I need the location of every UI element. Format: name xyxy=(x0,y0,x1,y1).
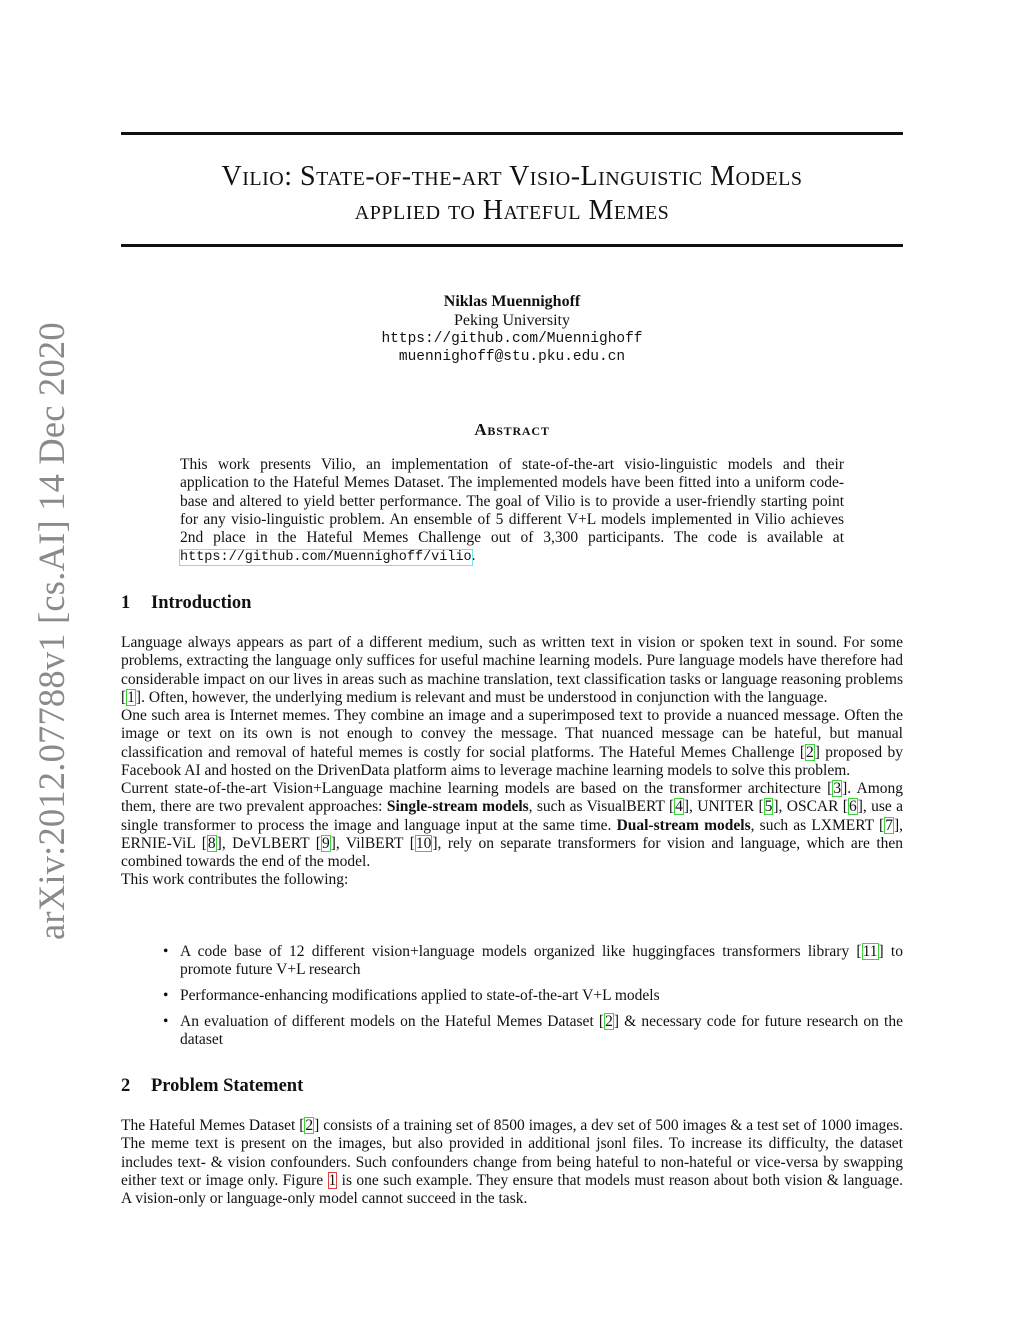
section-number: 2 xyxy=(121,1076,131,1096)
title-line-1: Vilio: State-of-the-art Visio-Linguistic Models xyxy=(221,161,803,192)
code-url-link[interactable]: https://github.com/Muennighoff/vilio xyxy=(180,550,472,566)
intro-paragraph-4: This work contributes the following: xyxy=(121,871,349,889)
citation-link[interactable]: 9 xyxy=(321,834,330,852)
section-title: Problem Statement xyxy=(151,1076,304,1096)
citation-link[interactable]: 1 xyxy=(127,688,135,706)
abstract-heading xyxy=(121,420,903,440)
problem-paragraph-1 xyxy=(121,1117,903,1208)
text-run: , such as LXMERT [ xyxy=(750,816,885,834)
citation-link[interactable]: 4 xyxy=(675,798,683,816)
paper-title xyxy=(121,160,903,228)
bold-term: Dual-stream models xyxy=(616,816,751,834)
contributions-list xyxy=(121,943,903,1057)
citation-link[interactable]: 2 xyxy=(605,1012,613,1030)
bullet-icon: • xyxy=(163,943,169,960)
author-block xyxy=(121,293,903,366)
citation-link[interactable]: 6 xyxy=(848,798,857,816)
title-line-2: applied to Hateful Memes xyxy=(354,195,670,226)
text-run: ]. Among them, there are two prevalent approaches: xyxy=(121,780,903,816)
text-run: ] to promote future V+L research xyxy=(180,943,903,979)
bullet-icon: • xyxy=(163,987,169,1004)
bold-term: Single-stream models xyxy=(386,798,529,816)
text-run: ] & necessary code for future research on the dataset xyxy=(180,1012,903,1048)
text-run: ]. Often, however, the underlying medium is relevant and must be understood in conjunction with the language. xyxy=(135,688,828,706)
text-run: ], DeVLBERT [ xyxy=(216,834,321,852)
section-number: 1 xyxy=(121,593,131,613)
intro-paragraph-3 xyxy=(121,780,903,871)
text-run: Current state-of-the-art Vision+Language machine learning models are based on the transformer architecture [ xyxy=(121,780,833,797)
text-run: Performance-enhancing modifications applied to state-of-the-art V+L models xyxy=(180,987,660,1004)
problem-statement-body xyxy=(121,1117,903,1208)
author-github-link[interactable]: https://github.com/Muennighoff xyxy=(381,331,643,347)
text-run: ], VilBERT [ xyxy=(330,834,415,852)
intro-paragraph-1 xyxy=(121,634,903,707)
text-run: ] consists of a training set of 8500 images, a dev set of 500 images & a test set of 1000 images. The meme text is present on the images, but also provided in additional jsonl files. To increase its difficulty, the dataset includes text- & vision confounders. Such confounders change from being hateful to non-hateful or vice-versa by swapping either text or image only. Figure xyxy=(121,1117,904,1189)
title-top-rule xyxy=(121,132,903,135)
text-run: ], rely on separate transformers for vision and language, which are then combined towards the end of the model. xyxy=(121,834,904,870)
text-run: A code base of 12 different vision+language models organized like huggingfaces transformers library [ xyxy=(180,943,862,960)
text-run: , such as VisualBERT [ xyxy=(528,798,675,816)
citation-link[interactable]: 7 xyxy=(885,816,893,834)
text-run: The Hateful Memes Dataset [ xyxy=(121,1117,305,1134)
text-run: An evaluation of different models on the Hateful Memes Dataset [ xyxy=(180,1012,605,1030)
text-run: ], UNITER [ xyxy=(683,798,764,816)
citation-link[interactable]: 11 xyxy=(862,943,878,960)
author-email[interactable]: muennighoff@stu.pku.edu.cn xyxy=(398,349,626,365)
list-item xyxy=(121,987,903,1005)
list-item xyxy=(121,943,903,980)
abstract-text: This work presents Vilio, an implementation of state-of-the-art visio-linguistic models and their application to the Hateful Memes Dataset. The implemented models have been fitted into a uniform code-base and altered to yield better performance. The goal of Vilio is to provide a user-friendly starting point for any visio-linguistic problem. An ensemble of 5 different V+L models implemented in Vilio achieves 2nd place in the Hateful Memes Challenge out of 3,300 participants. The code is available at xyxy=(180,456,844,547)
citation-link[interactable]: 2 xyxy=(806,743,814,761)
text-run: Language always appears as part of a different medium, such as written text in vision or spoken text in sound. For some problems, extracting the language only suffices for useful machine learning models. Pure language models have therefore had considerable impact on our lives in areas such as machine translation, text classification tasks or language reasoning problems [ xyxy=(121,634,903,706)
citation-link[interactable]: 5 xyxy=(764,798,773,816)
abstract-heading-text: Abstract xyxy=(474,420,550,439)
section-heading-problem-statement xyxy=(121,1076,303,1097)
abstract-end: . xyxy=(471,547,476,565)
intro-paragraph-2 xyxy=(121,707,903,780)
text-run: is one such example. They ensure that models must reason about both vision & language. A vision-only or language-only model cannot succeed in the task. xyxy=(121,1171,904,1207)
figure-reference-link[interactable]: 1 xyxy=(328,1171,337,1189)
author-affiliation: Peking University xyxy=(454,312,570,329)
citation-link[interactable]: 2 xyxy=(305,1117,314,1134)
abstract-body xyxy=(180,456,844,568)
author-name: Niklas Muennighoff xyxy=(443,293,581,310)
section-heading-introduction xyxy=(121,593,251,614)
citation-link[interactable]: 10 xyxy=(415,834,432,852)
introduction-body xyxy=(121,634,903,890)
arxiv-identifier: arXiv:2012.07788v1 [cs.AI] 14 Dec 2020 xyxy=(31,322,72,940)
citation-link[interactable]: 3 xyxy=(833,780,842,797)
text-run: ], use a single transformer to process the image and language input at the same time. xyxy=(121,798,903,834)
list-item xyxy=(121,1013,903,1050)
section-title: Introduction xyxy=(151,593,252,613)
text-run: ], OSCAR [ xyxy=(773,798,848,816)
citation-link[interactable]: 8 xyxy=(207,834,216,852)
title-bottom-rule xyxy=(121,244,903,247)
text-run: ], ERNIE-ViL [ xyxy=(121,816,903,852)
bullet-icon: • xyxy=(163,1012,169,1030)
text-run: ] proposed by Facebook AI and hosted on the DrivenData platform aims to leverage machine learning models to solve this problem. xyxy=(121,743,903,779)
text-run: One such area is Internet memes. They combine an image and a superimposed text to provide a nuanced message. Often the image or text on its own is not enough to convey the message. That nuanced message can be hateful, but manual classification and removal of hateful memes is costly for social platforms. The Hateful Memes Challenge [ xyxy=(121,707,903,761)
